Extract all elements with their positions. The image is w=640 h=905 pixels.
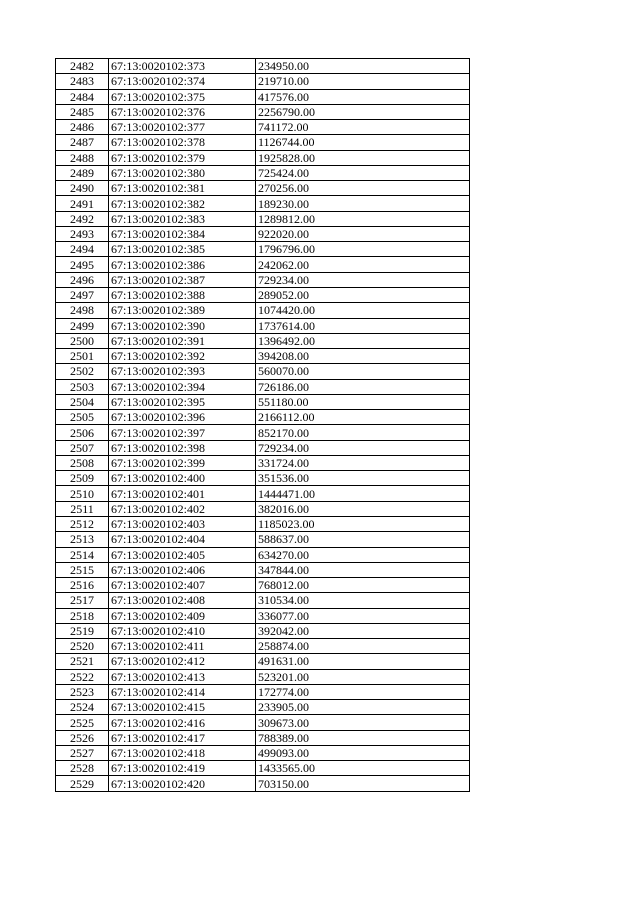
value-cell: 768012.00: [256, 578, 470, 593]
table-row: [56, 440, 470, 455]
row-number-cell: 2484: [56, 89, 109, 104]
table-row: [56, 226, 470, 241]
cadastral-number-cell: 67:13:0020102:379: [109, 150, 256, 165]
value-cell: 634270.00: [256, 547, 470, 562]
cadastral-number-cell: 67:13:0020102:402: [109, 501, 256, 516]
row-number-cell: 2527: [56, 745, 109, 760]
value-cell: 189230.00: [256, 196, 470, 211]
row-number-cell: 2485: [56, 104, 109, 119]
table-row: [56, 471, 470, 486]
row-number-cell: 2513: [56, 532, 109, 547]
value-cell: 560070.00: [256, 364, 470, 379]
value-cell: 2256790.00: [256, 104, 470, 119]
cadastral-number-cell: 67:13:0020102:388: [109, 287, 256, 302]
table-row: [56, 608, 470, 623]
value-cell: 741172.00: [256, 120, 470, 135]
value-cell: 351536.00: [256, 471, 470, 486]
value-cell: 289052.00: [256, 287, 470, 302]
row-number-cell: 2524: [56, 700, 109, 715]
cadastral-number-cell: 67:13:0020102:380: [109, 165, 256, 180]
table-row: [56, 120, 470, 135]
table-row: [56, 745, 470, 760]
value-cell: 523201.00: [256, 669, 470, 684]
cadastral-number-cell: 67:13:0020102:420: [109, 776, 256, 791]
table-row: [56, 516, 470, 531]
value-cell: 551180.00: [256, 394, 470, 409]
cadastral-number-cell: 67:13:0020102:405: [109, 547, 256, 562]
table-row: [56, 639, 470, 654]
value-cell: 258874.00: [256, 639, 470, 654]
table-row: [56, 532, 470, 547]
row-number-cell: 2529: [56, 776, 109, 791]
row-number-cell: 2511: [56, 501, 109, 516]
value-cell: 729234.00: [256, 272, 470, 287]
cadastral-number-cell: 67:13:0020102:417: [109, 730, 256, 745]
value-cell: 1074420.00: [256, 303, 470, 318]
value-cell: 394208.00: [256, 349, 470, 364]
row-number-cell: 2497: [56, 287, 109, 302]
value-cell: 588637.00: [256, 532, 470, 547]
row-number-cell: 2498: [56, 303, 109, 318]
row-number-cell: 2495: [56, 257, 109, 272]
row-number-cell: 2525: [56, 715, 109, 730]
table-row: [56, 455, 470, 470]
table-row: [56, 501, 470, 516]
table-row: [56, 104, 470, 119]
table-row: [56, 165, 470, 180]
cadastral-number-cell: 67:13:0020102:396: [109, 410, 256, 425]
cadastral-number-cell: 67:13:0020102:378: [109, 135, 256, 150]
row-number-cell: 2518: [56, 608, 109, 623]
cadastral-number-cell: 67:13:0020102:414: [109, 684, 256, 699]
row-number-cell: 2505: [56, 410, 109, 425]
table-row: [56, 379, 470, 394]
table-row: [56, 242, 470, 257]
row-number-cell: 2490: [56, 181, 109, 196]
table-row: [56, 776, 470, 791]
value-cell: 1396492.00: [256, 333, 470, 348]
row-number-cell: 2507: [56, 440, 109, 455]
row-number-cell: 2493: [56, 226, 109, 241]
value-cell: 852170.00: [256, 425, 470, 440]
row-number-cell: 2522: [56, 669, 109, 684]
row-number-cell: 2504: [56, 394, 109, 409]
row-number-cell: 2486: [56, 120, 109, 135]
row-number-cell: 2482: [56, 59, 109, 74]
cadastral-number-cell: 67:13:0020102:408: [109, 593, 256, 608]
row-number-cell: 2528: [56, 761, 109, 776]
row-number-cell: 2520: [56, 639, 109, 654]
value-cell: 172774.00: [256, 684, 470, 699]
row-number-cell: 2512: [56, 516, 109, 531]
value-cell: 788389.00: [256, 730, 470, 745]
row-number-cell: 2502: [56, 364, 109, 379]
cadastral-number-cell: 67:13:0020102:375: [109, 89, 256, 104]
cadastral-number-cell: 67:13:0020102:404: [109, 532, 256, 547]
cadastral-number-cell: 67:13:0020102:377: [109, 120, 256, 135]
cadastral-number-cell: 67:13:0020102:411: [109, 639, 256, 654]
value-cell: 491631.00: [256, 654, 470, 669]
table-row: [56, 654, 470, 669]
cadastral-number-cell: 67:13:0020102:381: [109, 181, 256, 196]
row-number-cell: 2496: [56, 272, 109, 287]
value-cell: 1796796.00: [256, 242, 470, 257]
value-cell: 417576.00: [256, 89, 470, 104]
row-number-cell: 2510: [56, 486, 109, 501]
row-number-cell: 2506: [56, 425, 109, 440]
records-table-body: [56, 59, 470, 792]
value-cell: 382016.00: [256, 501, 470, 516]
table-row: [56, 425, 470, 440]
table-row: [56, 669, 470, 684]
value-cell: 234950.00: [256, 59, 470, 74]
cadastral-number-cell: 67:13:0020102:401: [109, 486, 256, 501]
table-row: [56, 684, 470, 699]
table-row: [56, 211, 470, 226]
table-row: [56, 74, 470, 89]
row-number-cell: 2494: [56, 242, 109, 257]
row-number-cell: 2500: [56, 333, 109, 348]
cadastral-number-cell: 67:13:0020102:409: [109, 608, 256, 623]
row-number-cell: 2499: [56, 318, 109, 333]
row-number-cell: 2515: [56, 562, 109, 577]
cadastral-number-cell: 67:13:0020102:397: [109, 425, 256, 440]
cadastral-number-cell: 67:13:0020102:392: [109, 349, 256, 364]
cadastral-number-cell: 67:13:0020102:410: [109, 623, 256, 638]
cadastral-number-cell: 67:13:0020102:398: [109, 440, 256, 455]
table-row: [56, 562, 470, 577]
row-number-cell: 2514: [56, 547, 109, 562]
cadastral-number-cell: 67:13:0020102:416: [109, 715, 256, 730]
row-number-cell: 2523: [56, 684, 109, 699]
cadastral-number-cell: 67:13:0020102:399: [109, 455, 256, 470]
table-row: [56, 59, 470, 74]
table-row: [56, 257, 470, 272]
cadastral-number-cell: 67:13:0020102:415: [109, 700, 256, 715]
value-cell: 725424.00: [256, 165, 470, 180]
value-cell: 703150.00: [256, 776, 470, 791]
cadastral-number-cell: 67:13:0020102:403: [109, 516, 256, 531]
table-row: [56, 761, 470, 776]
table-row: [56, 349, 470, 364]
value-cell: 2166112.00: [256, 410, 470, 425]
value-cell: 219710.00: [256, 74, 470, 89]
value-cell: 499093.00: [256, 745, 470, 760]
cadastral-number-cell: 67:13:0020102:389: [109, 303, 256, 318]
row-number-cell: 2526: [56, 730, 109, 745]
value-cell: 1289812.00: [256, 211, 470, 226]
cadastral-number-cell: 67:13:0020102:391: [109, 333, 256, 348]
table-row: [56, 410, 470, 425]
table-row: [56, 272, 470, 287]
cadastral-number-cell: 67:13:0020102:407: [109, 578, 256, 593]
cadastral-number-cell: 67:13:0020102:376: [109, 104, 256, 119]
value-cell: 922020.00: [256, 226, 470, 241]
table-row: [56, 181, 470, 196]
value-cell: 726186.00: [256, 379, 470, 394]
value-cell: 331724.00: [256, 455, 470, 470]
row-number-cell: 2521: [56, 654, 109, 669]
table-row: [56, 364, 470, 379]
table-row: [56, 196, 470, 211]
row-number-cell: 2491: [56, 196, 109, 211]
row-number-cell: 2487: [56, 135, 109, 150]
table-row: [56, 715, 470, 730]
table-row: [56, 135, 470, 150]
cadastral-number-cell: 67:13:0020102:374: [109, 74, 256, 89]
row-number-cell: 2489: [56, 165, 109, 180]
cadastral-number-cell: 67:13:0020102:395: [109, 394, 256, 409]
table-row: [56, 700, 470, 715]
cadastral-number-cell: 67:13:0020102:382: [109, 196, 256, 211]
cadastral-number-cell: 67:13:0020102:394: [109, 379, 256, 394]
records-table: [55, 58, 470, 792]
value-cell: 336077.00: [256, 608, 470, 623]
value-cell: 242062.00: [256, 257, 470, 272]
row-number-cell: 2492: [56, 211, 109, 226]
value-cell: 233905.00: [256, 700, 470, 715]
cadastral-number-cell: 67:13:0020102:385: [109, 242, 256, 257]
row-number-cell: 2509: [56, 471, 109, 486]
row-number-cell: 2483: [56, 74, 109, 89]
value-cell: 1433565.00: [256, 761, 470, 776]
value-cell: 1126744.00: [256, 135, 470, 150]
table-row: [56, 730, 470, 745]
cadastral-number-cell: 67:13:0020102:373: [109, 59, 256, 74]
cadastral-number-cell: 67:13:0020102:412: [109, 654, 256, 669]
value-cell: 1185023.00: [256, 516, 470, 531]
row-number-cell: 2503: [56, 379, 109, 394]
cadastral-number-cell: 67:13:0020102:387: [109, 272, 256, 287]
value-cell: 347844.00: [256, 562, 470, 577]
cadastral-number-cell: 67:13:0020102:400: [109, 471, 256, 486]
cadastral-number-cell: 67:13:0020102:386: [109, 257, 256, 272]
table-row: [56, 318, 470, 333]
cadastral-number-cell: 67:13:0020102:393: [109, 364, 256, 379]
value-cell: 270256.00: [256, 181, 470, 196]
value-cell: 1737614.00: [256, 318, 470, 333]
table-row: [56, 394, 470, 409]
row-number-cell: 2488: [56, 150, 109, 165]
cadastral-number-cell: 67:13:0020102:384: [109, 226, 256, 241]
value-cell: 310534.00: [256, 593, 470, 608]
row-number-cell: 2501: [56, 349, 109, 364]
row-number-cell: 2519: [56, 623, 109, 638]
table-row: [56, 303, 470, 318]
value-cell: 1925828.00: [256, 150, 470, 165]
table-row: [56, 150, 470, 165]
value-cell: 729234.00: [256, 440, 470, 455]
cadastral-number-cell: 67:13:0020102:419: [109, 761, 256, 776]
value-cell: 392042.00: [256, 623, 470, 638]
table-row: [56, 578, 470, 593]
row-number-cell: 2516: [56, 578, 109, 593]
table-row: [56, 333, 470, 348]
value-cell: 1444471.00: [256, 486, 470, 501]
cadastral-number-cell: 67:13:0020102:406: [109, 562, 256, 577]
table-row: [56, 287, 470, 302]
table-row: [56, 89, 470, 104]
table-row: [56, 623, 470, 638]
row-number-cell: 2517: [56, 593, 109, 608]
table-row: [56, 593, 470, 608]
cadastral-number-cell: 67:13:0020102:383: [109, 211, 256, 226]
cadastral-number-cell: 67:13:0020102:390: [109, 318, 256, 333]
row-number-cell: 2508: [56, 455, 109, 470]
table-row: [56, 486, 470, 501]
cadastral-number-cell: 67:13:0020102:418: [109, 745, 256, 760]
table-row: [56, 547, 470, 562]
cadastral-number-cell: 67:13:0020102:413: [109, 669, 256, 684]
value-cell: 309673.00: [256, 715, 470, 730]
